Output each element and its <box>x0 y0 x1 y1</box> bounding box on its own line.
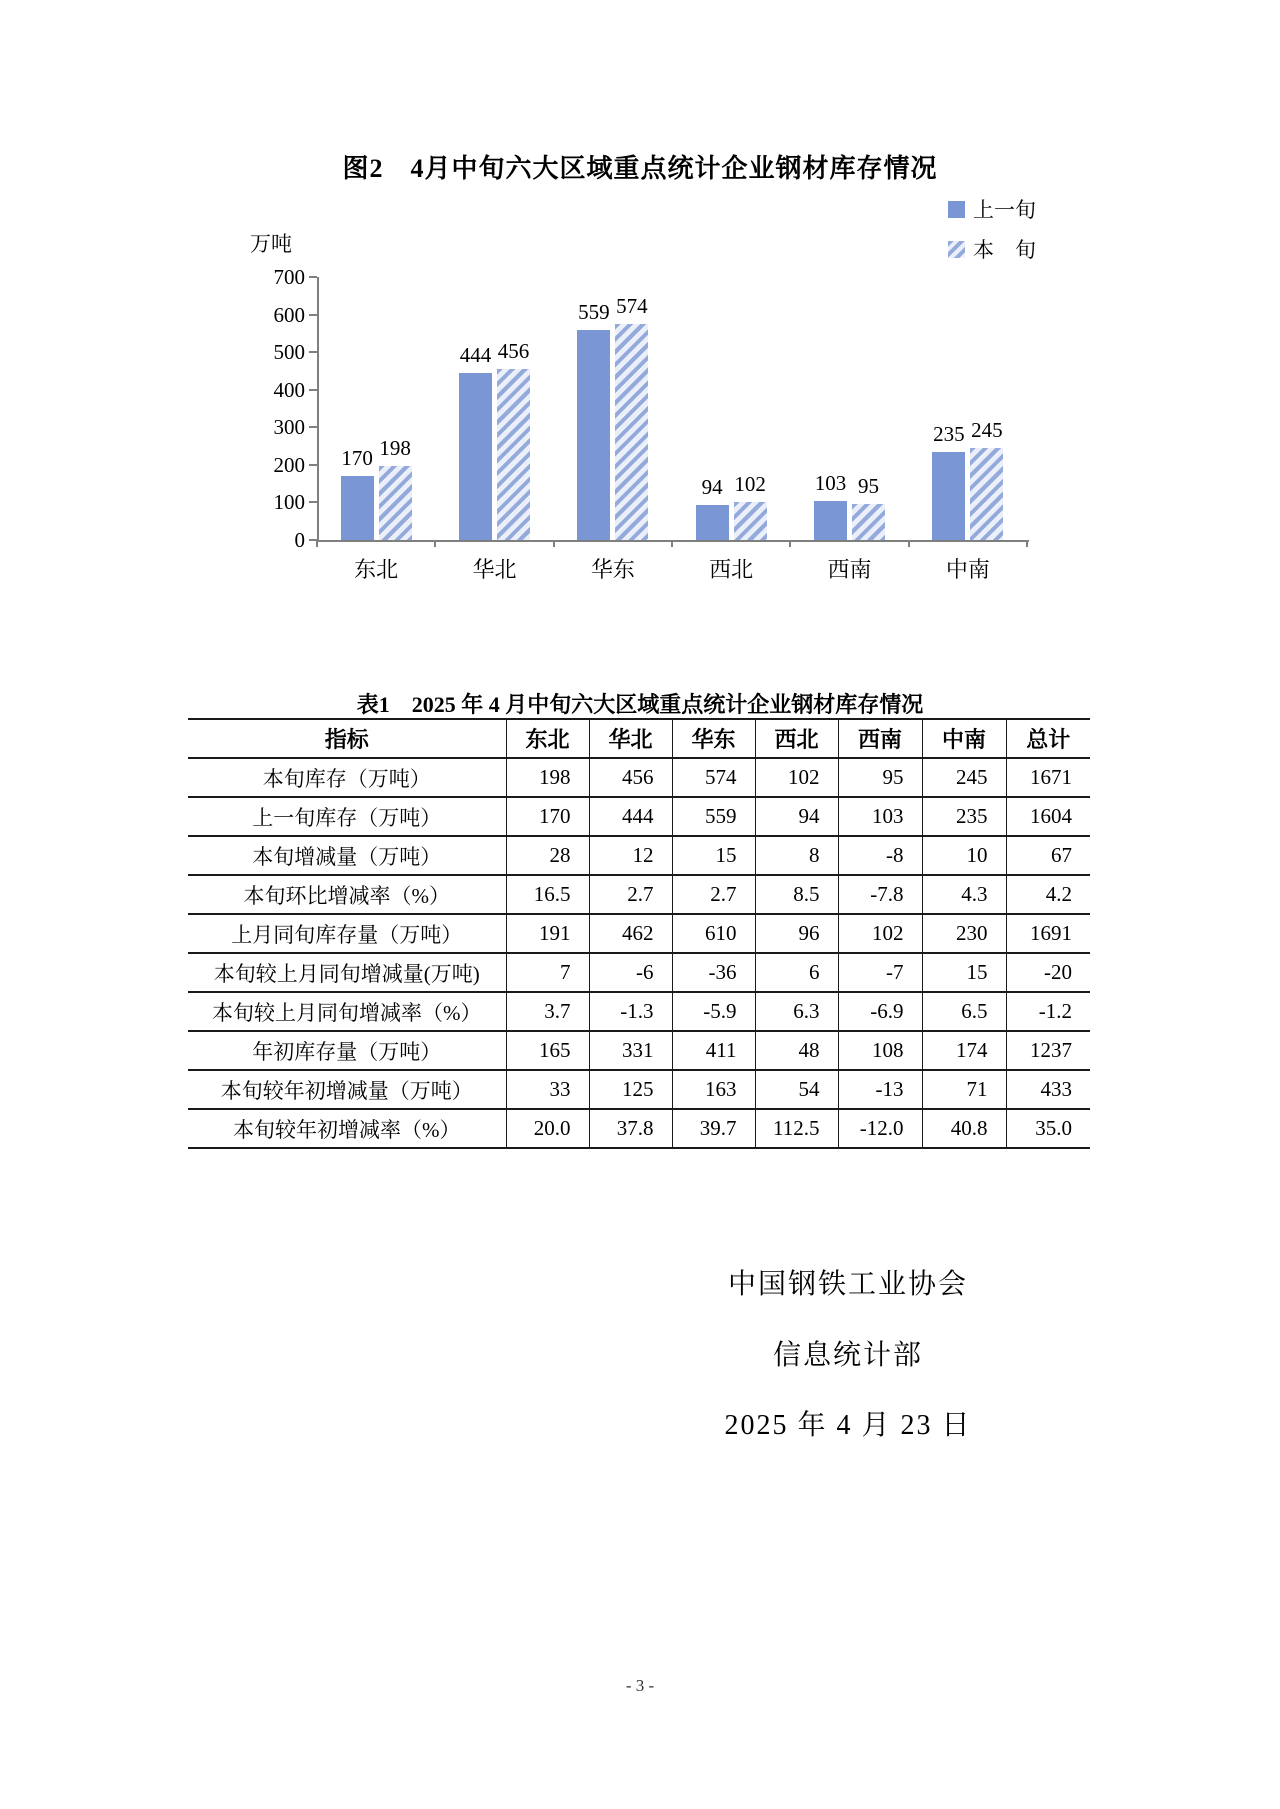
category-label: 中南 <box>945 557 990 582</box>
bar-value-label: 559 <box>578 299 610 324</box>
row-label-cell: 年初库存量（万吨） <box>188 1031 506 1070</box>
value-cell: -1.2 <box>1006 992 1090 1031</box>
y-axis-tick-label: 0 <box>294 528 305 552</box>
value-cell: 1691 <box>1006 914 1090 953</box>
y-axis-tick-label: 100 <box>273 490 305 515</box>
value-cell: 235 <box>922 797 1006 836</box>
value-cell: 444 <box>589 797 672 836</box>
value-cell: 15 <box>672 836 755 875</box>
bar-previous-period <box>814 471 847 540</box>
inventory-data-table <box>188 718 1090 1149</box>
value-cell: 1604 <box>1006 797 1090 836</box>
table-header-cell: 西北 <box>755 719 838 758</box>
value-cell: 6.3 <box>755 992 838 1031</box>
value-cell: 54 <box>755 1070 838 1109</box>
legend-label: 上一旬 <box>973 198 1036 222</box>
category-label: 西北 <box>709 557 754 582</box>
bar-value-label: 574 <box>616 294 648 319</box>
table-row <box>188 797 1090 836</box>
value-cell: 8 <box>755 836 838 875</box>
value-cell: -6 <box>589 953 672 992</box>
value-cell: -8 <box>838 836 922 875</box>
value-cell: 170 <box>506 797 589 836</box>
signature-org: 中国钢铁工业协会 <box>727 1269 968 1300</box>
x-axis-tick <box>671 540 673 547</box>
bar-group <box>554 277 672 540</box>
legend-item <box>948 197 1036 221</box>
bar-current-period <box>734 471 767 540</box>
table-header-cell: 指标 <box>188 719 506 758</box>
x-axis-tick <box>908 540 910 547</box>
bar-previous-period <box>696 474 729 540</box>
table-row <box>188 953 1090 992</box>
x-axis-tick <box>553 540 555 547</box>
value-cell: 95 <box>838 758 922 797</box>
value-cell: -36 <box>672 953 755 992</box>
value-cell: 411 <box>672 1031 755 1070</box>
bar-previous-period <box>459 343 492 540</box>
legend-swatch-solid <box>948 201 965 218</box>
value-cell: 35.0 <box>1006 1109 1090 1148</box>
table-header-cell: 东北 <box>506 719 589 758</box>
table-row <box>188 914 1090 953</box>
value-cell: 6.5 <box>922 992 1006 1031</box>
value-cell: 16.5 <box>506 875 589 914</box>
legend-swatch-hatch <box>948 241 965 258</box>
y-axis-tick <box>309 276 317 278</box>
value-cell: 12 <box>589 836 672 875</box>
bar-current-period <box>497 338 530 540</box>
value-cell: 610 <box>672 914 755 953</box>
value-cell: 102 <box>838 914 922 953</box>
value-cell: 103 <box>838 797 922 836</box>
bar-value-label: 198 <box>379 435 411 460</box>
value-cell: -7 <box>838 953 922 992</box>
bar-current-period <box>970 417 1003 540</box>
value-cell: 230 <box>922 914 1006 953</box>
y-axis-tick <box>309 389 317 391</box>
bar-value-label: 444 <box>459 343 492 368</box>
value-cell: -12.0 <box>838 1109 922 1148</box>
value-cell: 71 <box>922 1070 1006 1109</box>
y-axis-tick-label: 700 <box>273 265 305 289</box>
table-row <box>188 992 1090 1031</box>
table-row <box>188 758 1090 797</box>
y-axis-tick <box>309 426 317 428</box>
row-label-cell: 本旬增减量（万吨） <box>188 836 506 875</box>
value-cell: 37.8 <box>589 1109 672 1148</box>
y-axis-tick-label: 400 <box>273 377 305 402</box>
y-axis-tick-label: 300 <box>273 415 305 440</box>
value-cell: 1237 <box>1006 1031 1090 1070</box>
category-label: 西南 <box>827 557 872 582</box>
chart-legend <box>948 197 1036 277</box>
value-cell: 2.7 <box>589 875 672 914</box>
value-cell: 163 <box>672 1070 755 1109</box>
value-cell: 15 <box>922 953 1006 992</box>
value-cell: 559 <box>672 797 755 836</box>
row-label-cell: 本旬较上月同旬增减量(万吨) <box>188 953 506 992</box>
bar-current-period <box>379 435 412 540</box>
value-cell: 28 <box>506 836 589 875</box>
value-cell: 331 <box>589 1031 672 1070</box>
value-cell: 433 <box>1006 1070 1090 1109</box>
bar-value-label: 235 <box>933 421 965 446</box>
x-axis-tick <box>1026 540 1028 547</box>
row-label-cell: 本旬较上月同旬增减率（%） <box>188 992 506 1031</box>
y-axis-tick <box>309 464 317 466</box>
value-cell: 462 <box>589 914 672 953</box>
bar-group <box>909 277 1027 540</box>
value-cell: -7.8 <box>838 875 922 914</box>
y-axis-tick-label: 500 <box>273 340 305 365</box>
value-cell: -5.9 <box>672 992 755 1031</box>
value-cell: 96 <box>755 914 838 953</box>
y-axis-unit-label: 万吨 <box>250 232 292 256</box>
value-cell: 7 <box>506 953 589 992</box>
bar-previous-period <box>341 446 374 540</box>
value-cell: 94 <box>755 797 838 836</box>
row-label-cell: 本旬较年初增减率（%） <box>188 1109 506 1148</box>
x-axis-tick <box>789 540 791 547</box>
table-header-cell: 中南 <box>922 719 1006 758</box>
value-cell: 33 <box>506 1070 589 1109</box>
bar-group <box>435 277 553 540</box>
bar-value-label: 102 <box>734 471 766 496</box>
table-header-cell: 西南 <box>838 719 922 758</box>
bar-previous-period <box>577 299 610 540</box>
bar-group <box>790 277 908 540</box>
table-title: 表1 2025 年 4 月中旬六大区域重点统计企业钢材库存情况 <box>356 692 924 717</box>
bar-value-label: 456 <box>497 338 530 363</box>
value-cell: -1.3 <box>589 992 672 1031</box>
value-cell: 456 <box>589 758 672 797</box>
page-number: - 3 - <box>625 1676 655 1695</box>
y-axis-tick <box>309 351 317 353</box>
bar-current-period <box>852 474 885 540</box>
row-label-cell: 上一旬库存（万吨） <box>188 797 506 836</box>
value-cell: 165 <box>506 1031 589 1070</box>
value-cell: 574 <box>672 758 755 797</box>
value-cell: 67 <box>1006 836 1090 875</box>
y-axis-tick-label: 200 <box>273 452 305 477</box>
y-axis-tick-label: 600 <box>273 302 305 327</box>
table-row <box>188 1031 1090 1070</box>
value-cell: -6.9 <box>838 992 922 1031</box>
category-label: 东北 <box>354 557 399 582</box>
value-cell: 191 <box>506 914 589 953</box>
legend-label: 本 旬 <box>973 238 1036 262</box>
value-cell: 198 <box>506 758 589 797</box>
category-label: 华东 <box>590 557 635 582</box>
value-cell: 20.0 <box>506 1109 589 1148</box>
value-cell: 4.2 <box>1006 875 1090 914</box>
value-cell: -20 <box>1006 953 1090 992</box>
value-cell: 40.8 <box>922 1109 1006 1148</box>
bar-value-label: 245 <box>971 417 1003 442</box>
value-cell: 112.5 <box>755 1109 838 1148</box>
x-axis-tick <box>434 540 436 547</box>
value-cell: 10 <box>922 836 1006 875</box>
value-cell: 48 <box>755 1031 838 1070</box>
value-cell: 174 <box>922 1031 1006 1070</box>
row-label-cell: 本旬较年初增减量（万吨） <box>188 1070 506 1109</box>
value-cell: 125 <box>589 1070 672 1109</box>
x-axis-tick <box>316 540 318 547</box>
value-cell: 39.7 <box>672 1109 755 1148</box>
value-cell: 245 <box>922 758 1006 797</box>
table-row <box>188 836 1090 875</box>
y-axis-tick <box>309 314 317 316</box>
bar-value-label: 95 <box>857 474 879 499</box>
value-cell: 8.5 <box>755 875 838 914</box>
table-header-cell: 华东 <box>672 719 755 758</box>
value-cell: -13 <box>838 1070 922 1109</box>
row-label-cell: 本旬库存（万吨） <box>188 758 506 797</box>
row-label-cell: 上月同旬库存量（万吨） <box>188 914 506 953</box>
row-label-cell: 本旬环比增减率（%） <box>188 875 506 914</box>
value-cell: 1671 <box>1006 758 1090 797</box>
table-header-cell: 华北 <box>589 719 672 758</box>
value-cell: 102 <box>755 758 838 797</box>
signature-date: 2025 年 4 月 23 日 <box>724 1410 972 1441</box>
bar-value-label: 170 <box>341 446 373 471</box>
table-header-row <box>188 719 1090 758</box>
figure-title: 图2 4月中旬六大区域重点统计企业钢材库存情况 <box>342 154 938 183</box>
bar-group <box>672 277 790 540</box>
value-cell: 2.7 <box>672 875 755 914</box>
table-row <box>188 1109 1090 1148</box>
table-row <box>188 1070 1090 1109</box>
bar-group <box>317 277 435 540</box>
value-cell: 4.3 <box>922 875 1006 914</box>
steel-inventory-bar-chart <box>0 0 1280 640</box>
category-label: 华北 <box>472 557 517 582</box>
table-header-cell: 总计 <box>1006 719 1090 758</box>
value-cell: 3.7 <box>506 992 589 1031</box>
bar-current-period <box>615 294 648 540</box>
legend-item <box>948 237 1036 261</box>
value-cell: 108 <box>838 1031 922 1070</box>
bar-value-label: 103 <box>814 471 847 496</box>
bar-value-label: 94 <box>701 474 723 499</box>
y-axis-tick <box>309 501 317 503</box>
table-row <box>188 875 1090 914</box>
signature-dept: 信息统计部 <box>772 1340 923 1371</box>
bar-previous-period <box>932 421 965 540</box>
value-cell: 6 <box>755 953 838 992</box>
